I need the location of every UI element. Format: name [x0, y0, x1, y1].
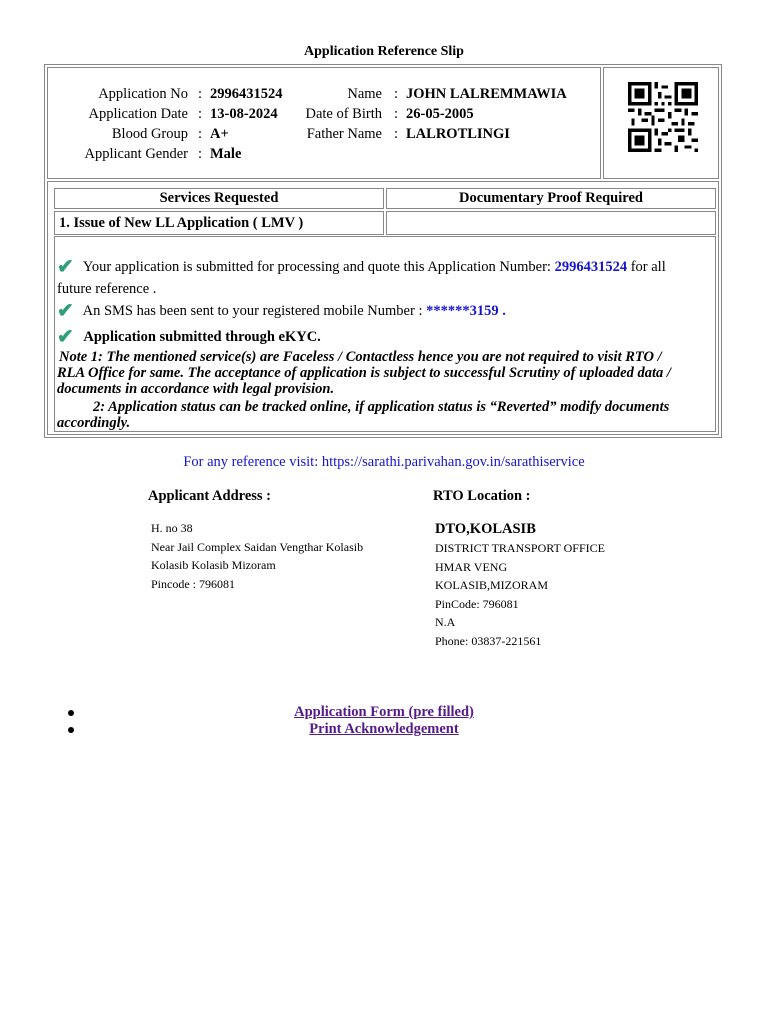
dob-value: 26-05-2005 [406, 106, 474, 122]
father-name-value: LALROTLINGI [406, 126, 510, 142]
father-name-label: Father Name [306, 126, 382, 142]
note-2-line-1: 2: Application status can be tracked online, if application status is “Reverted” modify documents [93, 399, 670, 415]
list-item [60, 704, 768, 721]
table-row [54, 211, 716, 235]
ekyc-message [57, 326, 713, 348]
submitted-message-continued: future reference . [57, 281, 157, 297]
address-line: Near Jail Complex Saidan Vengthar Kolasib [151, 539, 364, 554]
service-cell: 1. Issue of New LL Application ( LMV ) [54, 211, 384, 235]
note-1-line-3: documents in accordance with legal provision. [57, 381, 335, 397]
rto-line: HMAR VENG [435, 559, 508, 574]
colon: : [198, 126, 203, 142]
application-form-link[interactable]: Application Form (pre filled) [294, 704, 474, 720]
applicant-info-box [47, 67, 601, 179]
blood-group-value: A+ [210, 126, 229, 142]
application-number-highlight: 2996431524 [554, 259, 628, 275]
colon: : [394, 126, 399, 142]
note-1-line-2: RLA Office for same. The acceptance of application is subject to successful Scrutiny of uploaded data / [57, 365, 671, 381]
name-value: JOHN LALREMMAWIA [406, 86, 567, 102]
note-1-line-1: Note 1: The mentioned service(s) are Faceless / Contactless hence you are not required to visit RTO / [59, 349, 662, 365]
colon: : [394, 106, 399, 122]
colon: : [198, 106, 203, 122]
qr-code-box [603, 67, 719, 179]
sms-message [57, 300, 713, 322]
checkmark-icon: ✔ [57, 326, 74, 348]
rto-line: KOLASIB,MIZORAM [435, 578, 549, 592]
submitted-text-tail: for all [630, 259, 666, 275]
ekyc-text: Application submitted through eKYC. [83, 329, 321, 345]
services-table-header [54, 188, 716, 209]
colon: : [394, 86, 399, 102]
submitted-message [57, 256, 713, 278]
rto-phone: Phone: 03837-221561 [435, 633, 542, 648]
services-table [52, 186, 718, 237]
checkmark-icon: ✔ [57, 256, 74, 278]
message-box [54, 236, 716, 432]
proof-cell [386, 211, 716, 235]
name-label: Name [347, 86, 382, 102]
rto-location-heading: RTO Location : [433, 488, 531, 504]
reference-link-line: For any reference visit: https://sarathi.parivahan.gov.in/sarathiservice [183, 454, 585, 470]
services-requested-header: Services Requested [54, 188, 384, 209]
services-section [47, 181, 719, 435]
page-title: Application Reference Slip [304, 44, 464, 59]
application-no-value: 2996431524 [210, 86, 283, 102]
reference-slip-container [44, 64, 722, 438]
gender-value: Male [210, 146, 242, 162]
applicant-address-heading: Applicant Address : [148, 488, 272, 504]
print-acknowledgement-link[interactable]: Print Acknowledgement [309, 721, 459, 737]
applicant-address-block [151, 519, 363, 593]
rto-location-block [435, 519, 605, 650]
application-date-label: Application Date [88, 106, 188, 122]
checkmark-icon: ✔ [57, 300, 74, 322]
address-line: H. no 38 [151, 521, 193, 535]
qr-code-icon [628, 82, 698, 152]
colon: : [198, 146, 203, 162]
mobile-number-highlight: ******3159 [426, 303, 499, 319]
gender-label: Applicant Gender [84, 146, 188, 162]
address-line: Kolasib Kolasib Mizoram [151, 558, 276, 572]
action-links-list [60, 704, 768, 738]
rto-line: N.A [435, 615, 456, 629]
submitted-text: Your application is submitted for processing and quote this Application Number: [82, 259, 551, 275]
blood-group-label: Blood Group [111, 126, 188, 142]
rto-line: PinCode: 796081 [435, 596, 519, 611]
documentary-proof-header: Documentary Proof Required [386, 188, 716, 209]
note-2-line-2: accordingly. [57, 415, 131, 431]
application-no-label: Application No [98, 86, 188, 102]
rto-name: DTO,KOLASIB [435, 521, 536, 537]
rto-line: DISTRICT TRANSPORT OFFICE [435, 541, 605, 555]
address-line: Pincode : 796081 [151, 576, 235, 591]
application-date-value: 13-08-2024 [210, 106, 278, 122]
colon: : [198, 86, 203, 102]
dob-label: Date of Birth [305, 106, 382, 122]
list-item [60, 721, 768, 738]
sms-text: An SMS has been sent to your registered mobile Number : [82, 303, 423, 319]
sms-dot: . [502, 303, 506, 319]
